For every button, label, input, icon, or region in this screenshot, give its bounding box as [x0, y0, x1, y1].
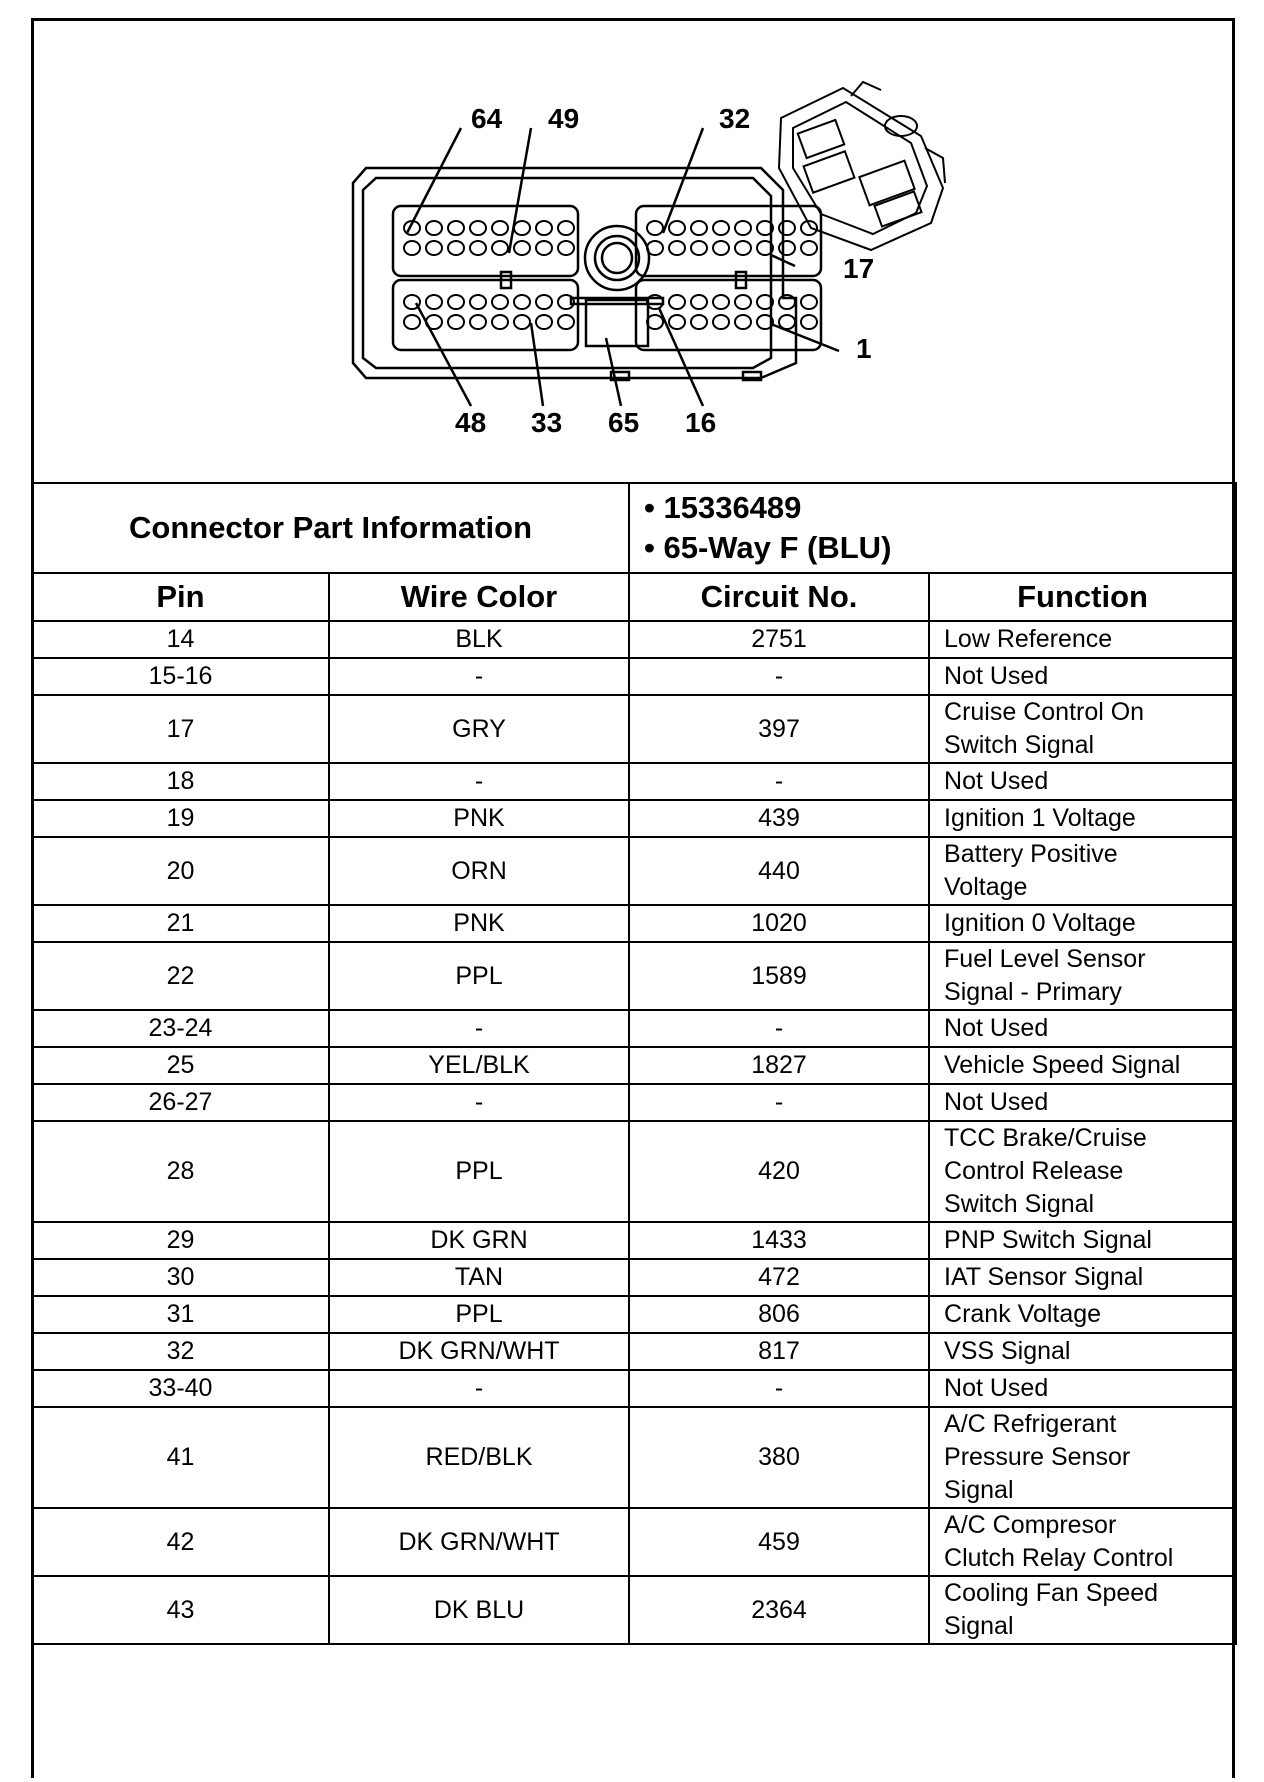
- function-line: Control Release: [944, 1157, 1124, 1185]
- function-cell: [929, 1407, 1236, 1508]
- function-line: Crank Voltage: [944, 1300, 1102, 1328]
- circuit-cell: -: [629, 1370, 929, 1407]
- circuit-cell: 2751: [629, 621, 929, 658]
- callout-64: 64: [471, 103, 503, 134]
- callout-65: 65: [608, 407, 640, 438]
- connector-pinout-table: [31, 482, 1237, 1645]
- connector-type: • 65-Way F (BLU): [644, 530, 892, 565]
- circuit-cell: 1433: [629, 1222, 929, 1259]
- function-line: Battery Positive: [944, 840, 1118, 868]
- circuit-cell: 817: [629, 1333, 929, 1370]
- pin-cell: 21: [32, 905, 329, 942]
- pin-cell: 33-40: [32, 1370, 329, 1407]
- wire-color-cell: PPL: [329, 1121, 629, 1222]
- table-row: [32, 942, 1236, 1010]
- pin-cell: 19: [32, 800, 329, 837]
- wire-color-cell: ORN: [329, 837, 629, 905]
- wire-color-cell: YEL/BLK: [329, 1047, 629, 1084]
- pin-cell: 26-27: [32, 1084, 329, 1121]
- circuit-cell: -: [629, 658, 929, 695]
- function-cell: [929, 1259, 1236, 1296]
- function-cell: [929, 1047, 1236, 1084]
- part-info-label: Connector Part Information: [32, 483, 629, 573]
- wire-color-cell: PPL: [329, 942, 629, 1010]
- wire-color-cell: DK GRN/WHT: [329, 1333, 629, 1370]
- wire-color-cell: DK GRN: [329, 1222, 629, 1259]
- function-line: Not Used: [944, 1014, 1049, 1042]
- function-line: Signal: [944, 1476, 1014, 1504]
- function-line: Not Used: [944, 767, 1049, 795]
- pin-cell: 20: [32, 837, 329, 905]
- wire-color-cell: DK BLU: [329, 1576, 629, 1644]
- function-line: Low Reference: [944, 625, 1113, 653]
- table-row: [32, 837, 1236, 905]
- callout-17: 17: [843, 253, 875, 284]
- pin-cell: 15-16: [32, 658, 329, 695]
- function-line: TCC Brake/Cruise: [944, 1124, 1147, 1152]
- pin-cell: 23-24: [32, 1010, 329, 1047]
- pin-cell: 28: [32, 1121, 329, 1222]
- function-line: Switch Signal: [944, 1190, 1095, 1218]
- wire-color-cell: -: [329, 658, 629, 695]
- pin-cell: 30: [32, 1259, 329, 1296]
- table-row: [32, 621, 1236, 658]
- function-line: Signal - Primary: [944, 978, 1122, 1006]
- pin-cell: 18: [32, 763, 329, 800]
- pin-cell: 14: [32, 621, 329, 658]
- table-row: [32, 1222, 1236, 1259]
- circuit-cell: 472: [629, 1259, 929, 1296]
- wire-color-cell: RED/BLK: [329, 1407, 629, 1508]
- function-cell: [929, 942, 1236, 1010]
- table-row: [32, 695, 1236, 763]
- pin-cell: 17: [32, 695, 329, 763]
- circuit-cell: 380: [629, 1407, 929, 1508]
- circuit-cell: 440: [629, 837, 929, 905]
- pin-cell: 41: [32, 1407, 329, 1508]
- table-row: [32, 1121, 1236, 1222]
- function-cell: [929, 1370, 1236, 1407]
- function-cell: [929, 1508, 1236, 1576]
- wire-color-cell: -: [329, 1084, 629, 1121]
- table-row: [32, 1084, 1236, 1121]
- pin-cell: 25: [32, 1047, 329, 1084]
- function-line: Not Used: [944, 662, 1049, 690]
- circuit-cell: 1589: [629, 942, 929, 1010]
- wire-color-cell: PNK: [329, 905, 629, 942]
- circuit-cell: -: [629, 763, 929, 800]
- callout-33: 33: [531, 407, 563, 438]
- callout-48: 48: [455, 407, 487, 438]
- function-cell: [929, 1121, 1236, 1222]
- function-line: VSS Signal: [944, 1337, 1071, 1365]
- function-line: Switch Signal: [944, 731, 1095, 759]
- circuit-cell: 806: [629, 1296, 929, 1333]
- table-row: [32, 1370, 1236, 1407]
- function-cell: [929, 1576, 1236, 1644]
- circuit-cell: 397: [629, 695, 929, 763]
- function-cell: [929, 1084, 1236, 1121]
- pin-cell: 22: [32, 942, 329, 1010]
- function-cell: [929, 658, 1236, 695]
- circuit-cell: 2364: [629, 1576, 929, 1644]
- wire-color-cell: -: [329, 1010, 629, 1047]
- circuit-cell: 439: [629, 800, 929, 837]
- connector-figure: [31, 18, 1235, 482]
- connector-3d-view: [779, 82, 945, 250]
- function-line: Voltage: [944, 873, 1028, 901]
- table-row: [32, 1047, 1236, 1084]
- function-line: PNP Switch Signal: [944, 1226, 1152, 1254]
- function-line: Vehicle Speed Signal: [944, 1051, 1181, 1079]
- col-pin: Pin: [32, 573, 329, 621]
- part-number: • 15336489: [644, 490, 802, 525]
- function-cell: [929, 1222, 1236, 1259]
- wire-color-cell: TAN: [329, 1259, 629, 1296]
- function-line: Cruise Control On: [944, 698, 1145, 726]
- function-line: Clutch Relay Control: [944, 1544, 1174, 1572]
- part-info-row: [32, 483, 1236, 573]
- function-line: A/C Refrigerant: [944, 1410, 1117, 1438]
- circuit-cell: 459: [629, 1508, 929, 1576]
- col-function: Function: [929, 573, 1236, 621]
- function-line: Ignition 0 Voltage: [944, 909, 1136, 937]
- table-row: [32, 905, 1236, 942]
- part-info-values: [629, 483, 1236, 573]
- connector-face-diagram: [31, 18, 1235, 482]
- function-cell: [929, 621, 1236, 658]
- table-row: [32, 1296, 1236, 1333]
- table-row: [32, 1576, 1236, 1644]
- circuit-cell: 1020: [629, 905, 929, 942]
- circuit-cell: -: [629, 1084, 929, 1121]
- wire-color-cell: GRY: [329, 695, 629, 763]
- function-cell: [929, 837, 1236, 905]
- callout-1: 1: [856, 333, 872, 364]
- function-cell: [929, 695, 1236, 763]
- wire-color-cell: -: [329, 763, 629, 800]
- table-row: [32, 658, 1236, 695]
- function-line: Pressure Sensor: [944, 1443, 1131, 1471]
- function-cell: [929, 763, 1236, 800]
- table-row: [32, 1508, 1236, 1576]
- col-wire-color: Wire Color: [329, 573, 629, 621]
- wire-color-cell: PPL: [329, 1296, 629, 1333]
- pin-cell: 32: [32, 1333, 329, 1370]
- table-row: [32, 763, 1236, 800]
- wire-color-cell: PNK: [329, 800, 629, 837]
- pin-cell: 31: [32, 1296, 329, 1333]
- function-cell: [929, 800, 1236, 837]
- function-line: IAT Sensor Signal: [944, 1263, 1144, 1291]
- table-row: [32, 1333, 1236, 1370]
- table-row: [32, 1407, 1236, 1508]
- callout-16: 16: [685, 407, 717, 438]
- circuit-cell: -: [629, 1010, 929, 1047]
- function-line: A/C Compresor: [944, 1511, 1117, 1539]
- circuit-cell: 420: [629, 1121, 929, 1222]
- table-row: [32, 800, 1236, 837]
- function-cell: [929, 1333, 1236, 1370]
- pin-cell: 42: [32, 1508, 329, 1576]
- function-cell: [929, 1010, 1236, 1047]
- circuit-cell: 1827: [629, 1047, 929, 1084]
- column-header-row: [32, 573, 1236, 621]
- function-line: Not Used: [944, 1088, 1049, 1116]
- function-line: Ignition 1 Voltage: [944, 804, 1136, 832]
- table-row: [32, 1259, 1236, 1296]
- function-cell: [929, 905, 1236, 942]
- pin-cell: 43: [32, 1576, 329, 1644]
- pin-cell: 29: [32, 1222, 329, 1259]
- function-line: Fuel Level Sensor: [944, 945, 1146, 973]
- wire-color-cell: DK GRN/WHT: [329, 1508, 629, 1576]
- col-circuit-no: Circuit No.: [629, 573, 929, 621]
- function-line: Signal: [944, 1612, 1014, 1640]
- table-row: [32, 1010, 1236, 1047]
- function-line: Cooling Fan Speed: [944, 1579, 1159, 1607]
- callout-32: 32: [719, 103, 751, 134]
- function-line: Not Used: [944, 1374, 1049, 1402]
- callout-49: 49: [548, 103, 580, 134]
- function-cell: [929, 1296, 1236, 1333]
- wire-color-cell: -: [329, 1370, 629, 1407]
- wire-color-cell: BLK: [329, 621, 629, 658]
